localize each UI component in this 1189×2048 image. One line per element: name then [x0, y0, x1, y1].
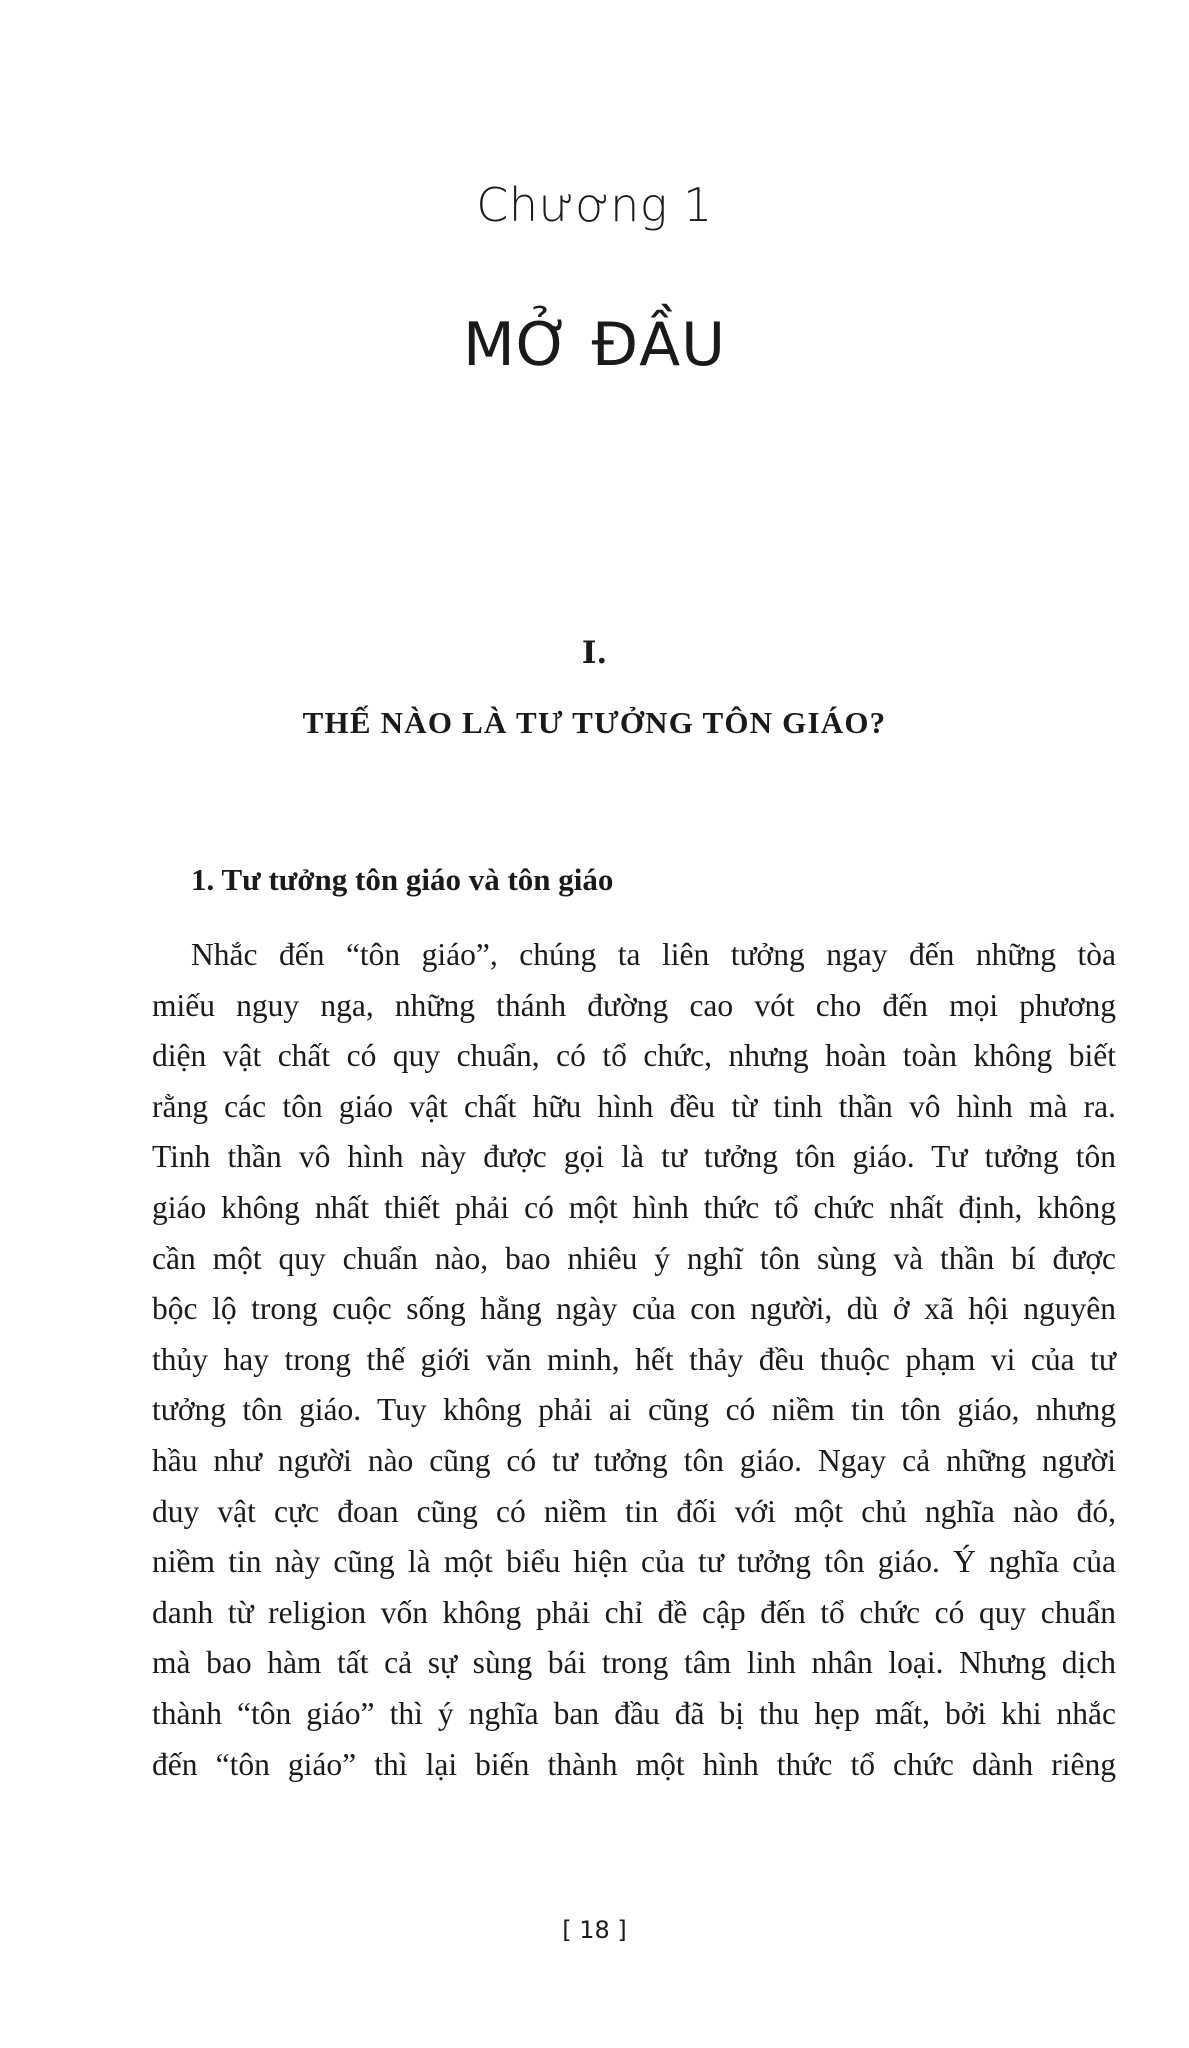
section-number: I.	[581, 635, 608, 671]
body-line: tưởng tôn giáo. Tuy không phải ai cũng có niềm tin tôn giáo, nhưng	[152, 1392, 1116, 1428]
body-paragraph	[152, 930, 1116, 1790]
body-line: mà bao hàm tất cả sự sùng bái trong tâm linh nhân loại. Nhưng dịch	[152, 1645, 1116, 1681]
page-number: [ 18 ]	[562, 1916, 627, 1944]
body-line: bộc lộ trong cuộc sống hằng ngày của con người, dù ở xã hội nguyên	[152, 1291, 1116, 1327]
body-line: thủy hay trong thế giới văn minh, hết thảy đều thuộc phạm vi của tư	[152, 1341, 1116, 1377]
body-line: giáo không nhất thiết phải có một hình thức tổ chức nhất định, không	[152, 1189, 1116, 1225]
body-line: diện vật chất có quy chuẩn, có tổ chức, nhưng hoàn toàn không biết	[152, 1038, 1116, 1074]
body-line: hầu như người nào cũng có tư tưởng tôn giáo. Ngay cả những người	[152, 1442, 1116, 1478]
subsection-title: 1. Tư tưởng tôn giáo và tôn giáo	[191, 862, 614, 897]
body-line: Tinh thần vô hình này được gọi là tư tưởng tôn giáo. Tư tưởng tôn	[152, 1139, 1116, 1175]
body-line: niềm tin này cũng là một biểu hiện của tư tưởng tôn giáo. Ý nghĩa của	[152, 1544, 1116, 1580]
chapter-title: MỞ ĐẦU	[462, 310, 727, 380]
section-title: THẾ NÀO LÀ TƯ TƯỞNG TÔN GIÁO?	[302, 705, 887, 740]
body-line: thành “tôn giáo” thì ý nghĩa ban đầu đã bị thu hẹp mất, bởi khi nhắc	[152, 1695, 1116, 1731]
body-line: danh từ religion vốn không phải chỉ đề cập đến tổ chức có quy chuẩn	[152, 1594, 1116, 1630]
body-line: miếu nguy nga, những thánh đường cao vót cho đến mọi phương	[152, 987, 1116, 1023]
chapter-label: Chương 1	[476, 178, 713, 232]
body-line: rằng các tôn giáo vật chất hữu hình đều từ tinh thần vô hình mà ra.	[152, 1088, 1116, 1124]
body-line: duy vật cực đoan cũng có niềm tin đối với một chủ nghĩa nào đó,	[152, 1493, 1116, 1529]
body-line: cần một quy chuẩn nào, bao nhiêu ý nghĩ tôn sùng và thần bí được	[152, 1240, 1116, 1276]
body-line: Nhắc đến “tôn giáo”, chúng ta liên tưởng ngay đến những tòa	[191, 937, 1116, 972]
body-line: đến “tôn giáo” thì lại biến thành một hình thức tổ chức dành riêng	[152, 1746, 1116, 1782]
